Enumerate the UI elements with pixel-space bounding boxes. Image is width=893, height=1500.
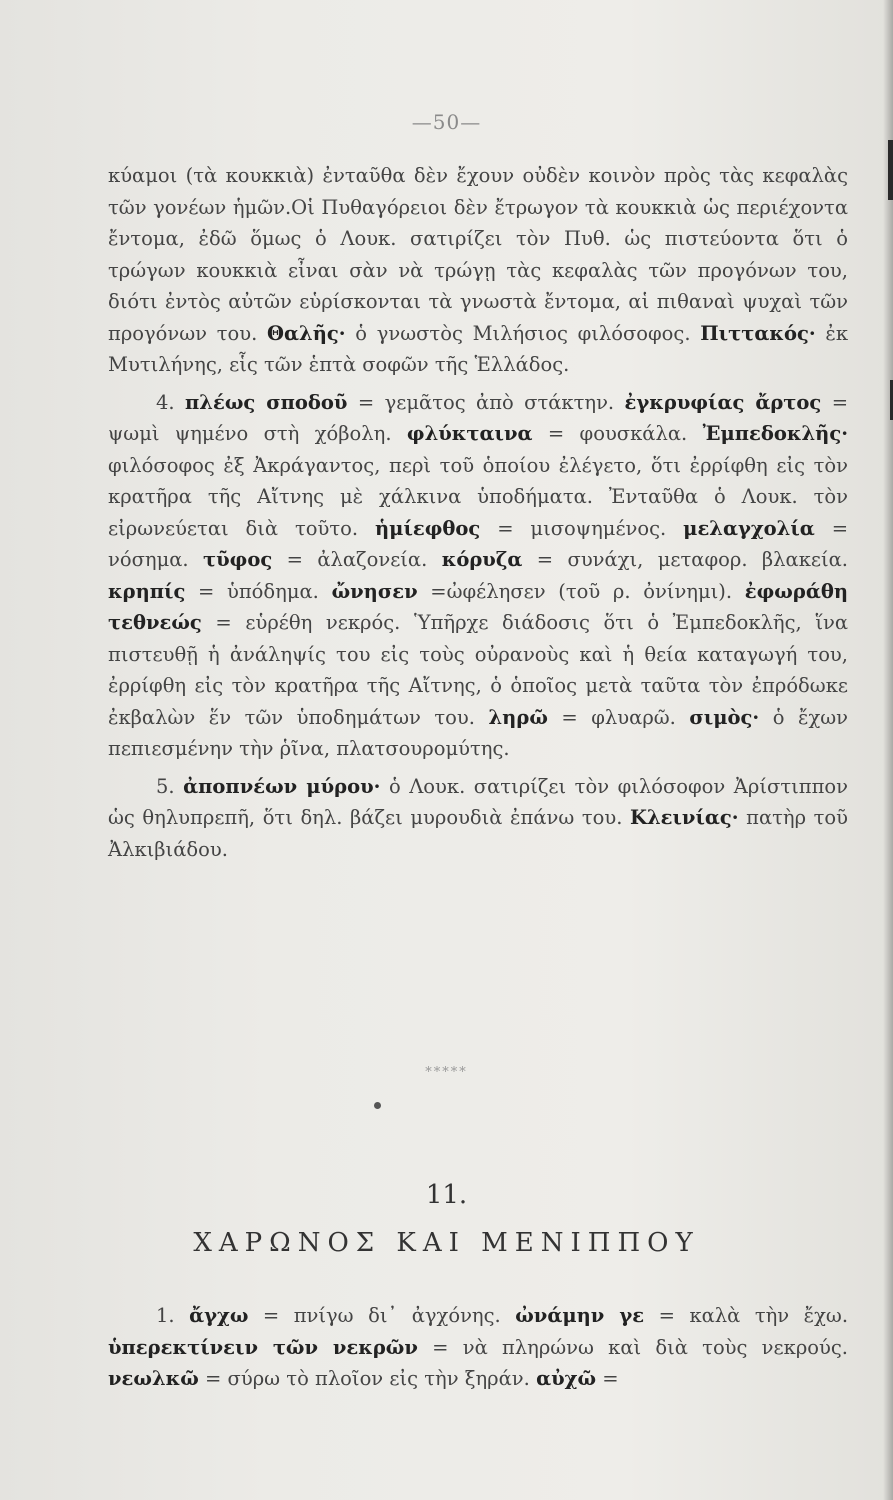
note-headword: ὤνησεν [331, 579, 418, 603]
note-headword: ληρῶ [488, 705, 548, 729]
note-4 [108, 387, 848, 765]
note-headword: κόρυζα [441, 548, 523, 571]
chapter-title: ΧΑΡΩΝΟΣ ΚΑΙ ΜΕΝΙΠΠΟΥ [193, 1228, 700, 1258]
note-headword: νεωλκῶ [108, 1367, 199, 1390]
note-3-continuation [108, 160, 848, 381]
note-headword: τῦφος [203, 548, 273, 571]
page-edge-shadow [883, 0, 893, 1500]
note-text: = νὰ πληρώνω καὶ διὰ τοὺς νεκρούς. [432, 1335, 849, 1359]
note-text: = ψωμὶ ψημένο στὴ χόβολη. [108, 390, 849, 445]
note-text: = ἀλαζονεία. [286, 548, 428, 571]
note-text: πατὴρ τοῦ Ἀλκιβιάδου. [108, 806, 849, 861]
note-text: = φλυαρῶ. [561, 705, 676, 729]
note-headword: πλέως σποδοῦ [185, 390, 348, 414]
note-text: = εὑρέθη νεκρός. Ὑπῆρχε διάδοσις ὅτι ὁ Ἐμπεδοκλῆς, ἵνα πιστευθῇ ἡ ἀνάληψίς του εἰς τοὺς οὐρανοὺς καὶ ἡ θεία καταγωγή του, ἐρρίφθη εἰς τὸν κρατῆρα τῆς Αἴτνης, ὁ ὁποῖος μετὰ ταῦτα τὸν ἐπρόδωκε ἐκβαλὼν ἕν τῶν ὑποδημάτων του. [108, 611, 848, 729]
note-headword: ἐγκρυφίας ἄρτος [624, 390, 822, 414]
note-text: ὁ Λουκ. σατιρίζει τὸν φιλόσοφον Ἀρίστιππον ὡς θηλυπρεπῆ, ὅτι δηλ. βάζει μυρουδιὰ ἐπάνω του. [108, 774, 848, 829]
note-text: ἐκ Μυτιλήνης, εἷς τῶν ἑπτὰ σοφῶν τῆς Ἑλλάδος. [108, 321, 849, 376]
page-number: —50— [411, 110, 482, 134]
commentary-notes-bottom [108, 1300, 848, 1395]
note-text: ὁ ἔχων πεπιεσμένην τὴν ῥῖνα, πλατσουρομύτης. [108, 705, 849, 760]
note-headword: ὠνάμην γε [515, 1304, 645, 1327]
note-text: φιλόσοφος ἐξ Ἀκράγαντος, περὶ τοῦ ὁποίου ἐλέγετο, ὅτι ἐρρίφθη εἰς τὸν κρατῆρα τῆς Αἴτνης μὲ χάλκινα ὑποδήματα. Ἐνταῦθα ὁ Λουκ. τὸν εἰρωνεύεται διὰ τοῦτο. [108, 453, 848, 540]
note-headword: σιμὸς· [689, 705, 760, 729]
note-headword: ἄγχω [189, 1304, 249, 1327]
note-text: =ὠφέλησεν (τοῦ ρ. ὀνίνημι). [430, 579, 733, 603]
note-headword: Κλεινίας· [630, 806, 739, 829]
note-number: 5. [156, 774, 175, 798]
note-headword: μελαγχολία [683, 516, 815, 540]
ink-dot [374, 1102, 381, 1109]
note-text: κύαμοι (τὰ κουκκιὰ) ἐνταῦθα δὲν ἔχουν οὐδὲν κοινὸν πρὸς τὰς κεφαλὰς τῶν γονέων ἡμῶν.Οἱ Πυθαγόρειοι δὲν ἔτρωγον τὰ κουκκιὰ ὡς περιέχοντα ἔντομα, ἐδῶ ὅμως ὁ Λουκ. σατιρίζει τὸν Πυθ. ὡς πιστεύοντα ὅτι ὁ τρώγων κουκκιὰ εἶναι σὰν νὰ τρώγῃ τὰς κεφαλὰς τῶν προγόνων του, διότι ἐντὸς αὐτῶν εὑρίσκονται τὰ γνωστὰ ἔντομα, αἱ πιθαναὶ ψυχαὶ τῶν προγόνων του. [108, 164, 848, 345]
note-text: = καλὰ τὴν ἔχω. [658, 1304, 849, 1327]
chapter-number: 11. [425, 1180, 468, 1210]
section-divider: ***** [425, 1065, 468, 1080]
note-headword: ἐφωράθη τεθνεώς [108, 579, 849, 634]
note-1 [108, 1300, 848, 1395]
note-text: = σύρω τὸ πλοῖον εἰς τὴν ξηράν. [205, 1367, 530, 1390]
note-number: 1. [156, 1304, 175, 1327]
note-text: ὁ γνωστὸς Μιλήσιος φιλόσοφος. [355, 321, 691, 345]
note-headword: ὑπερεκτίνειν τῶν νεκρῶν [108, 1335, 418, 1359]
note-headword: ἀποπνέων μύρου· [183, 774, 381, 798]
note-headword: κρηπίς [108, 579, 186, 603]
note-text: = μισοψημένος. [497, 516, 667, 540]
note-text: = νόσημα. [108, 516, 849, 571]
note-number: 4. [156, 390, 175, 414]
binding-mark [888, 140, 893, 200]
note-text: = φουσκάλα. [547, 422, 688, 445]
note-text: = ὑπόδημα. [198, 579, 319, 603]
commentary-notes-top [108, 160, 848, 865]
note-headword: αὐχῶ [536, 1367, 597, 1390]
note-text: = γεμᾶτος ἀπὸ στάκτην. [357, 390, 615, 414]
note-headword: φλύκταινα [406, 422, 533, 445]
note-headword: Θαλῆς· [267, 321, 346, 345]
note-text: = πνίγω δι᾽ ἀγχόνης. [262, 1304, 501, 1327]
note-headword: Πιττακός· [700, 321, 816, 345]
note-text: = συνάχι, μεταφορ. βλακεία. [536, 548, 849, 571]
note-headword: ἡμίεφθος [375, 516, 481, 540]
note-headword: Ἐμπεδοκλῆς· [702, 422, 849, 445]
note-text: = [602, 1367, 619, 1390]
note-5 [108, 771, 848, 866]
